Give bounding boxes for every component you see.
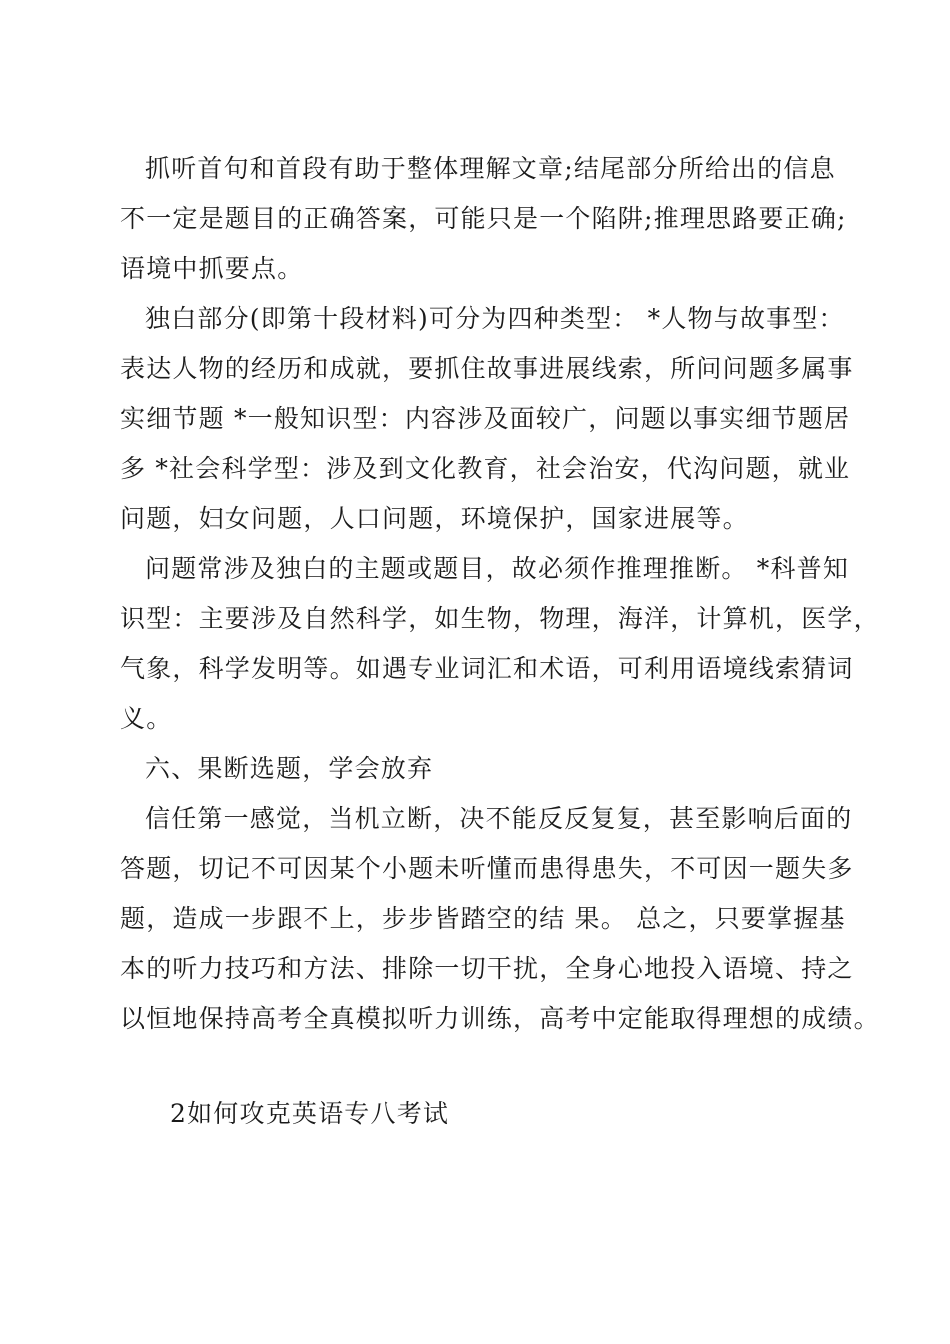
paragraph-line: 表达人物的经历和成就，要抓住故事进展线索，所问问题多属事: [120, 354, 854, 383]
section-title: 六、果断选题，学会放弃: [145, 754, 434, 783]
paragraph-line: 抓听首句和首段有助于整体理解文章;结尾部分所给出的信息: [145, 154, 836, 183]
paragraph-line: 题，造成一步跟不上，步步皆踏空的结 果。 总之，只要掌握基: [120, 904, 846, 933]
paragraph-line: 义。: [120, 704, 173, 733]
paragraph-line: 本的听力技巧和方法、排除一切干扰，全身心地投入语境、持之: [120, 954, 854, 983]
paragraph-line: 独白部分(即第十段材料)可分为四种类型： *人物与故事型：: [145, 304, 845, 333]
article-heading: 2如何攻克英语专八考试: [170, 1099, 450, 1128]
paragraph-line: 多 *社会科学型：涉及到文化教育，社会治安，代沟问题，就业: [120, 454, 851, 483]
paragraph-line: 答题，切记不可因某个小题未听懂而患得患失，不可因一题失多: [120, 854, 854, 883]
paragraph-line: 气象，科学发明等。如遇专业词汇和术语，可利用语境线索猜词: [120, 654, 854, 683]
paragraph-line: 问题常涉及独白的主题或题目，故必须作推理推断。 *科普知: [145, 554, 850, 583]
paragraph-line: 不一定是题目的正确答案，可能只是一个陷阱;推理思路要正确;: [120, 204, 847, 233]
paragraph-line: 实细节题 *一般知识型：内容涉及面较广，问题以事实细节题居: [120, 404, 851, 433]
paragraph-line: 语境中抓要点。: [120, 254, 304, 283]
paragraph-line: 信任第一感觉，当机立断，决不能反反复复，甚至影响后面的: [145, 804, 853, 833]
paragraph-line: 识型：主要涉及自然科学，如生物，物理，海洋，计算机，医学，: [120, 604, 880, 633]
paragraph-line: 以恒地保持高考全真模拟听力训练，高考中定能取得理想的成绩。: [120, 1004, 880, 1033]
paragraph-line: 问题，妇女问题，人口问题，环境保护，国家进展等。: [120, 504, 749, 533]
